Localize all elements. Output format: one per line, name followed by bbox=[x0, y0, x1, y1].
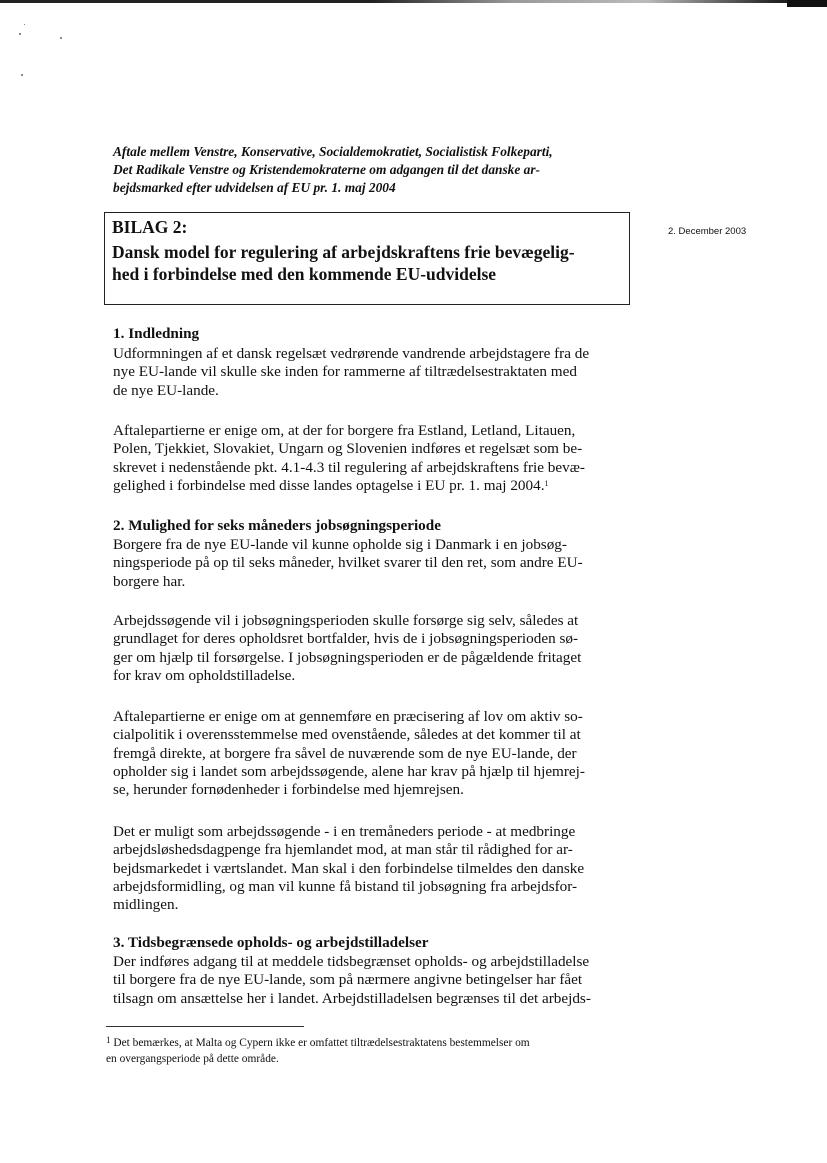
footnote-separator bbox=[106, 1026, 304, 1027]
footnote-text: Det bemærkes, at Malta og Cypern ikke er omfattet tiltrædelsestraktatens bestemmelser om bbox=[113, 1037, 530, 1049]
text-line: Der indføres adgang til at meddele tidsbegrænset opholds- og arbejdstilladelse bbox=[113, 953, 590, 970]
footnote-line: en overgangsperiode på dette område. bbox=[106, 1053, 279, 1065]
paragraph bbox=[113, 612, 581, 685]
text-line: Udformningen af et dansk regelsæt vedrørende vandrende arbejdstagere fra de bbox=[113, 345, 590, 362]
footnote-marker: 1 bbox=[106, 1035, 111, 1045]
agreement-header-line: Det Radikale Venstre og Kristendemokraterne om adgangen til det danske ar- bbox=[113, 162, 541, 177]
text-line: grundlaget for deres opholdsret bortfalder, hvis de i jobsøgningsperioden sø- bbox=[113, 630, 579, 648]
text-line: skrevet i nedenstående pkt. 4.1-4.3 til regulering af arbejdskraftens frie bevæ- bbox=[113, 458, 585, 476]
paragraph bbox=[113, 422, 585, 495]
scan-speck bbox=[19, 33, 21, 35]
text-line: arbejdsformidling, og man vil kunne få bistand til jobsøgning fra arbejdsfor- bbox=[113, 877, 578, 895]
document-date: 2. December 2003 bbox=[668, 226, 747, 237]
text-line: Aftalepartierne er enige om at gennemføre en præcisering af lov om aktiv so- bbox=[113, 708, 583, 725]
text-line: Det er muligt som arbejdssøgende - i en tremåneders periode - at medbringe bbox=[113, 823, 576, 840]
text-line: for krav om opholdstilladelse. bbox=[113, 666, 296, 684]
scan-top-edge-corner bbox=[787, 0, 827, 7]
section-heading: 1. Indledning bbox=[113, 325, 200, 342]
text-line: Borgere fra de nye EU-lande vil kunne opholde sig i Danmark i en jobsøg- bbox=[113, 536, 567, 553]
text-line: borgere har. bbox=[113, 572, 186, 590]
text-line: Polen, Tjekkiet, Slovakiet, Ungarn og Slovenien indføres et regelsæt som be- bbox=[113, 440, 583, 458]
text-line: til borgere fra de nye EU-lande, som på nærmere angivne betingelser har fået bbox=[113, 971, 583, 989]
paragraph bbox=[113, 536, 583, 591]
text-line-content: gelighed i forbindelse med disse landes optagelse i EU pr. 1. maj 2004. bbox=[113, 476, 545, 494]
text-line: nye EU-lande vil skulle ske inden for rammerne af tiltrædelsestraktaten med bbox=[113, 363, 577, 381]
text-line bbox=[113, 477, 585, 495]
text-line: tilsagn om ansættelse her i landet. Arbejdstilladelsen begrænses til det arbejds- bbox=[113, 989, 591, 1007]
agreement-header-line: Aftale mellem Venstre, Konservative, Socialdemokratiet, Socialistisk Folkeparti, bbox=[113, 144, 553, 159]
text-line: Arbejdssøgende vil i jobsøgningsperioden skulle forsørge sig selv, således at bbox=[113, 612, 579, 629]
bilag-title-line: hed i forbindelse med den kommende EU-udvidelse bbox=[112, 264, 497, 284]
scan-speck bbox=[21, 74, 23, 76]
scan-speck bbox=[24, 24, 25, 25]
text-line: fremgå direkte, at borgere fra såvel de nuværende som de nye EU-lande, der bbox=[113, 744, 577, 762]
agreement-header-line: bejdsmarked efter udvidelsen af EU pr. 1. maj 2004 bbox=[113, 180, 396, 195]
paragraph bbox=[113, 345, 589, 400]
text-line: cialpolitik i overensstemmelse med ovenstående, således at det kommer til at bbox=[113, 726, 581, 744]
text-line: se, herunder fornødenheder i forbindelse med hjemrejsen. bbox=[113, 781, 464, 799]
scan-top-edge bbox=[0, 0, 827, 3]
text-line: bejdsmarkedet i værtslandet. Man skal i den forbindelse tilmeldes den danske bbox=[113, 859, 585, 877]
footnote-reference: 1 bbox=[544, 478, 549, 488]
paragraph bbox=[113, 708, 585, 799]
text-line: ningsperiode på op til seks måneder, hvilket svarer til den ret, som andre EU- bbox=[113, 554, 583, 572]
text-line: midlingen. bbox=[113, 896, 179, 914]
bilag-title-line: Dansk model for regulering af arbejdskraftens frie bevægelig- bbox=[112, 242, 575, 262]
scan-speck bbox=[60, 37, 62, 39]
footnote-line bbox=[106, 1035, 530, 1051]
section-heading: 3. Tidsbegrænsede opholds- og arbejdstilladelser bbox=[113, 934, 429, 951]
paragraph bbox=[113, 823, 584, 914]
text-line: arbejdsløshedsdagpenge fra hjemlandet mod, at man står til rådighed for ar- bbox=[113, 841, 573, 859]
bilag-number: BILAG 2: bbox=[112, 217, 188, 237]
footnote bbox=[106, 1035, 530, 1067]
text-line: ger om hjælp til forsørgelse. I jobsøgningsperioden er de pågældende fritaget bbox=[113, 648, 582, 666]
text-line: de nye EU-lande. bbox=[113, 381, 219, 399]
paragraph bbox=[113, 953, 591, 1008]
text-line: Aftalepartierne er enige om, at der for borgere fra Estland, Letland, Litauen, bbox=[113, 422, 576, 439]
text-line: opholder sig i landet som arbejdssøgende, alene har krav på hjælp til hjemrej- bbox=[113, 762, 585, 780]
agreement-header bbox=[113, 143, 633, 197]
section-heading: 2. Mulighed for seks måneders jobsøgningsperiode bbox=[113, 517, 441, 534]
bilag-title bbox=[112, 241, 627, 285]
